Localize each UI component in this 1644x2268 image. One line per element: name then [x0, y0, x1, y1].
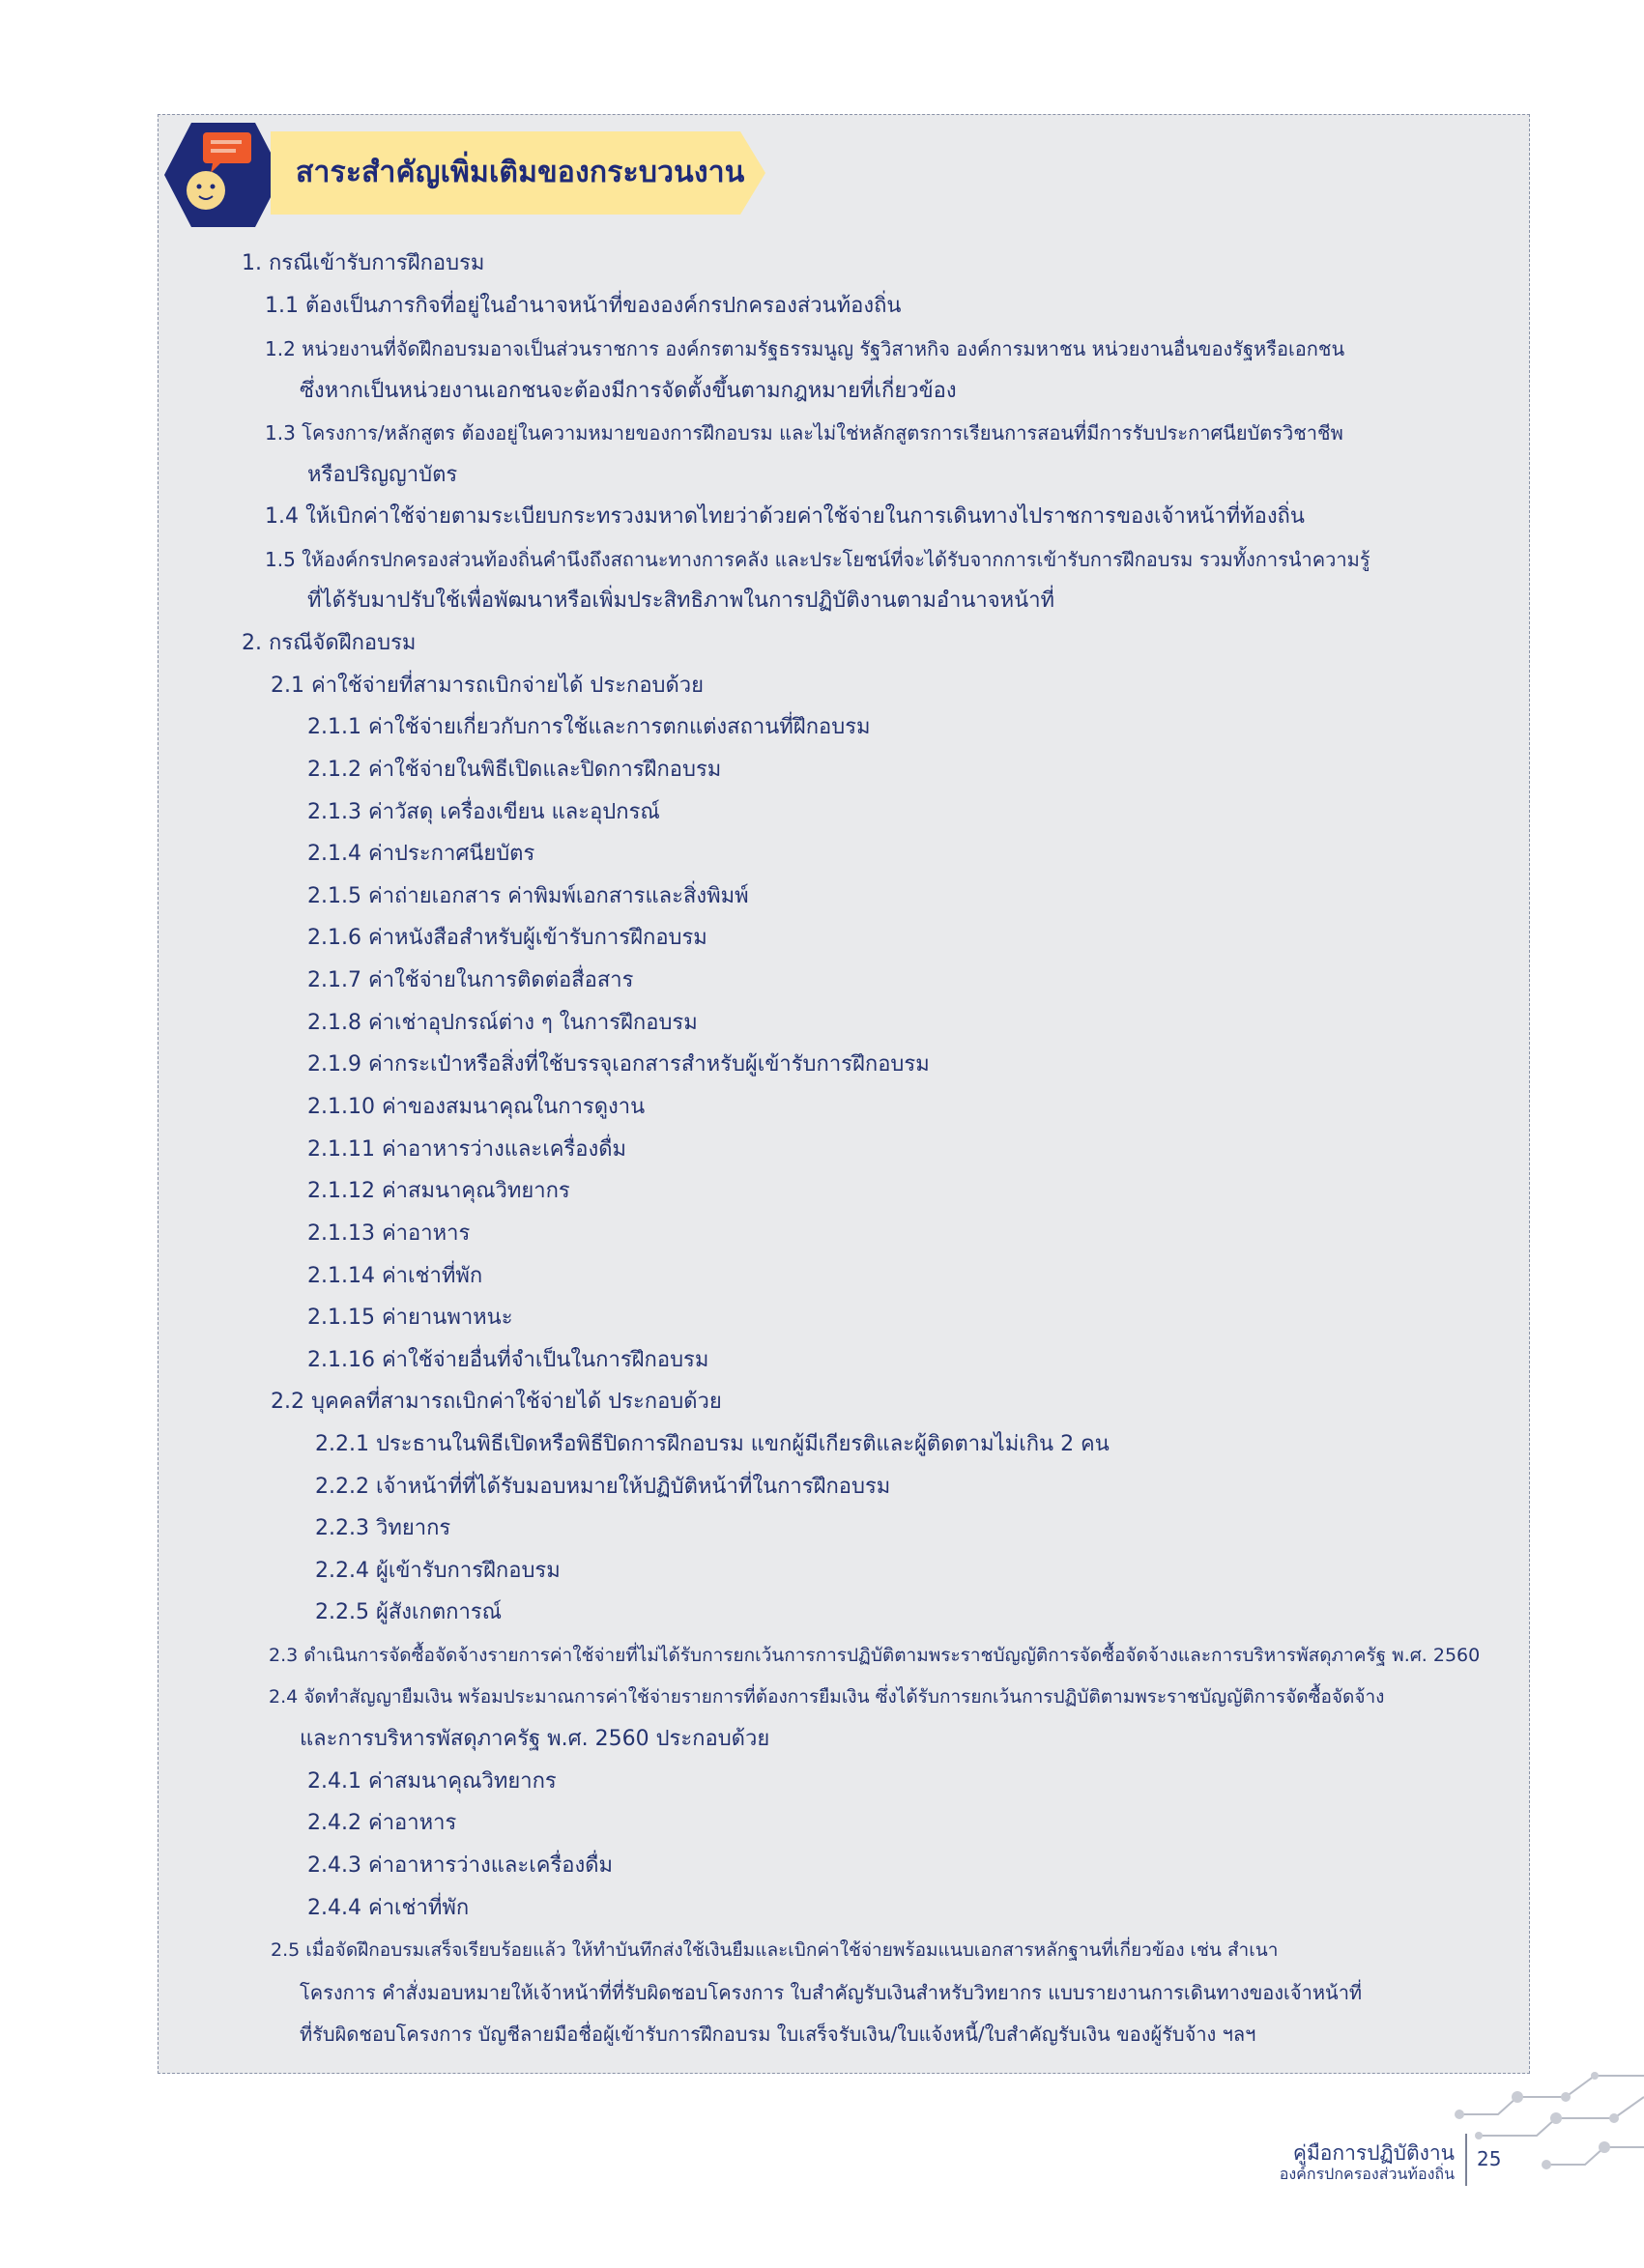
body-line: 2.1.13 ค่าอาหาร	[307, 1221, 471, 1246]
body-line: 2.1.10 ค่าของสมนาคุณในการดูงาน	[307, 1095, 646, 1119]
body-line: 2.1.2 ค่าใช้จ่ายในพิธีเปิดและปิดการฝึกอบรม	[307, 758, 722, 782]
body-line: 2.2.3 วิทยากร	[315, 1516, 451, 1540]
body-line: 2.4.1 ค่าสมนาคุณวิทยากร	[307, 1769, 557, 1794]
body-line: 1.1 ต้องเป็นภารกิจที่อยู่ในอำนาจหน้าที่ขององค์กรปกครองส่วนท้องถิ่น	[265, 294, 902, 318]
body-line: 2.1.14 ค่าเช่าที่พัก	[307, 1264, 483, 1288]
footer-title: คู่มือการปฏิบัติงาน	[1292, 2141, 1455, 2165]
body-line: 2.1.12 ค่าสมนาคุณวิทยากร	[307, 1179, 570, 1203]
body-line: โครงการ คำสั่งมอบหมายให้เจ้าหน้าที่ที่รับผิดชอบโครงการ ใบสำคัญรับเงินสำหรับวิทยากร แบบรายงานการเดินทางของเจ้าหน้าที่	[300, 1981, 1363, 2004]
body-line: 1. กรณีเข้ารับการฝึกอบรม	[242, 251, 485, 275]
body-line: 2.4.4 ค่าเช่าที่พัก	[307, 1896, 470, 1920]
body-line: 2.2.5 ผู้สังเกตการณ์	[315, 1600, 503, 1624]
body-line: 2.1.5 ค่าถ่ายเอกสาร ค่าพิมพ์เอกสารและสิ่งพิมพ์	[307, 884, 749, 908]
body-line: 2.5 เมื่อจัดฝึกอบรมเสร็จเรียบร้อยแล้ว ให้ทำบันทึกส่งใช้เงินยืมและเบิกค่าใช้จ่ายพร้อมแนบเอกสารหลักฐานที่เกี่ยวข้อง เช่น สำเนา	[271, 1939, 1279, 1961]
body-line: 1.5 ให้องค์กรปกครองส่วนท้องถิ่นคำนึงถึงสถานะทางการคลัง และประโยชน์ที่จะได้รับจากการเข้ารับการฝึกอบรม รวมทั้งการนำความรู้	[265, 548, 1370, 571]
page-number: 25	[1477, 2147, 1502, 2170]
body-line: 2.4.2 ค่าอาหาร	[307, 1811, 457, 1835]
body-line: 2.1.11 ค่าอาหารว่างและเครื่องดื่ม	[307, 1137, 626, 1162]
body-line: 2.1.15 ค่ายานพาหนะ	[307, 1306, 513, 1330]
body-line: 2.1.4 ค่าประกาศนียบัตร	[307, 842, 535, 866]
footer-subtitle: องค์กรปกครองส่วนท้องถิ่น	[1279, 2165, 1455, 2183]
body-line: 2.2.1 ประธานในพิธีเปิดหรือพิธีปิดการฝึกอบรม แขกผู้มีเกียรติและผู้ติดตามไม่เกิน 2 คน	[315, 1432, 1110, 1456]
body-line: 2.1.3 ค่าวัสดุ เครื่องเขียน และอุปกรณ์	[307, 800, 660, 824]
body-line: 2.4 จัดทำสัญญายืมเงิน พร้อมประมาณการค่าใช้จ่ายรายการที่ต้องการยืมเงิน ซึ่งได้รับการยกเว้นการปฏิบัติตามพระราชบัญญัติการจัดซื้อจัดจ้าง	[269, 1686, 1385, 1708]
body-line: 2.2.2 เจ้าหน้าที่ที่ได้รับมอบหมายให้ปฏิบัติหน้าที่ในการฝึกอบรม	[315, 1475, 891, 1499]
body-line: 2.2 บุคคลที่สามารถเบิกค่าใช้จ่ายได้ ประกอบด้วย	[271, 1390, 722, 1414]
body-line: 1.4 ให้เบิกค่าใช้จ่ายตามระเบียบกระทรวงมหาดไทยว่าด้วยค่าใช้จ่ายในการเดินทางไปราชการของเจ้าหน้าที่ท้องถิ่น	[265, 504, 1305, 529]
body-line: และการบริหารพัสดุภาครัฐ พ.ศ. 2560 ประกอบด้วย	[300, 1727, 770, 1751]
body-line: 2.1.8 ค่าเช่าอุปกรณ์ต่าง ๆ ในการฝึกอบรม	[307, 1011, 698, 1035]
speech-face-icon	[162, 121, 284, 229]
body-line: ซึ่งหากเป็นหน่วยงานเอกชนจะต้องมีการจัดตั้งขึ้นตามกฎหมายที่เกี่ยวข้อง	[300, 379, 957, 403]
body-line: 2.1 ค่าใช้จ่ายที่สามารถเบิกจ่ายได้ ประกอบด้วย	[271, 674, 705, 698]
body-line: ที่รับผิดชอบโครงการ บัญชีลายมือชื่อผู้เข้ารับการฝึกอบรม ใบเสร็จรับเงิน/ใบแจ้งหนี้/ใบสำคัญรับเงิน ของผู้รับจ้าง ฯลฯ	[300, 2023, 1256, 2046]
circuit-decoration-icon	[1430, 2068, 1644, 2184]
body-line: 2.1.9 ค่ากระเป๋าหรือสิ่งที่ใช้บรรจุเอกสารสำหรับผู้เข้ารับการฝึกอบรม	[307, 1052, 930, 1077]
body-line: 2.1.16 ค่าใช้จ่ายอื่นที่จำเป็นในการฝึกอบรม	[307, 1348, 709, 1372]
body-line: 2. กรณีจัดฝึกอบรม	[242, 631, 417, 655]
body-line: 2.3 ดำเนินการจัดซื้อจัดจ้างรายการค่าใช้จ่ายที่ไม่ได้รับการยกเว้นการการปฏิบัติตามพระราชบัญญัติการจัดซื้อจัดจ้างและการบริหารพัสดุภาครัฐ พ.ศ. 2560	[269, 1645, 1481, 1666]
body-line: 1.2 หน่วยงานที่จัดฝึกอบรมอาจเป็นส่วนราชการ องค์กรตามรัฐธรรมนูญ รัฐวิสาหกิจ องค์การมหาชน หน่วยงานอื่นของรัฐหรือเอกชน	[265, 337, 1345, 360]
body-line: 2.4.3 ค่าอาหารว่างและเครื่องดื่ม	[307, 1853, 614, 1878]
body-line: หรือปริญญาบัตร	[307, 463, 458, 487]
footer-divider	[1465, 2134, 1467, 2186]
body-line: 2.2.4 ผู้เข้ารับการฝึกอบรม	[315, 1559, 561, 1583]
body-line: ที่ได้รับมาปรับใช้เพื่อพัฒนาหรือเพิ่มประสิทธิภาพในการปฏิบัติงานตามอำนาจหน้าที่	[307, 589, 1055, 613]
body-line: 2.1.7 ค่าใช้จ่ายในการติดต่อสื่อสาร	[307, 968, 634, 992]
body-line: 2.1.1 ค่าใช้จ่ายเกี่ยวกับการใช้และการตกแต่งสถานที่ฝึกอบรม	[307, 715, 871, 739]
body-line: 2.1.6 ค่าหนังสือสำหรับผู้เข้ารับการฝึกอบรม	[307, 926, 707, 950]
body-line: 1.3 โครงการ/หลักสูตร ต้องอยู่ในความหมายของการฝึกอบรม และไม่ใช่หลักสูตรการเรียนการสอนที่มีการรับประกาศนียบัตรวิชาชีพ	[265, 421, 1343, 445]
section-title: สาระสำคัญเพิ่มเติมของกระบวนงาน	[296, 156, 745, 189]
